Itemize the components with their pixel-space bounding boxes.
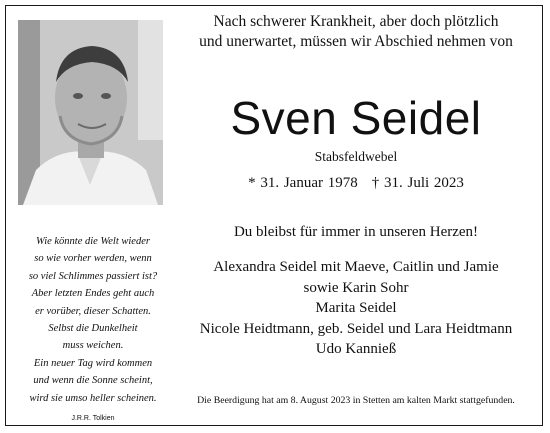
poem-line: Aber letzten Endes geht auch bbox=[31, 288, 155, 300]
poem-line: so viel Schlimmes passiert ist? bbox=[28, 270, 158, 282]
mourners-list bbox=[176, 257, 536, 360]
poem-line: Wie könnte die Welt wieder bbox=[36, 236, 150, 247]
poem-author: J.R.R. Tolkien bbox=[71, 415, 115, 423]
left-column bbox=[18, 20, 168, 427]
poem-line: er vorüber, dieser Schatten. bbox=[35, 305, 151, 317]
mourner-line: Udo Kannieß bbox=[315, 341, 397, 357]
mourner-line: Marita Seidel bbox=[315, 300, 397, 316]
death-date: † 31. Juli 2023 bbox=[371, 175, 464, 191]
birth-date: * 31. Januar 1978 bbox=[248, 175, 358, 191]
portrait-photo bbox=[18, 20, 163, 205]
poem-line: und wenn die Sonne scheint, bbox=[33, 375, 153, 387]
poem-line: Selbst die Dunkelheit bbox=[48, 323, 138, 335]
motto: Du bleibst für immer in unseren Herzen! bbox=[233, 224, 479, 240]
poem bbox=[18, 233, 168, 427]
mourner-line: sowie Karin Sohr bbox=[303, 279, 409, 296]
poem-line: so wie vorher werden, wenn bbox=[34, 253, 152, 265]
mourner-line: Alexandra Seidel mit Maeve, Caitlin und Jamie bbox=[213, 259, 499, 275]
intro-line: und unerwartet, müssen wir Abschied nehmen von bbox=[199, 33, 513, 50]
poem-line: Ein neuer Tag wird kommen bbox=[33, 357, 153, 369]
poem-line: muss weichen. bbox=[62, 340, 124, 352]
intro-text bbox=[176, 12, 536, 52]
deceased-rank: Stabsfeldwebel bbox=[314, 149, 398, 164]
intro-line: Nach schwerer Krankheit, aber doch plötzlich bbox=[213, 13, 499, 30]
deceased-name: Sven Seidel bbox=[230, 92, 482, 144]
right-column bbox=[176, 12, 536, 360]
mourner-line: Nicole Heidtmann, geb. Seidel und Lara Heidtmann bbox=[199, 320, 513, 337]
life-dates bbox=[176, 175, 536, 192]
poem-line: wird sie umso heller scheinen. bbox=[29, 392, 157, 404]
funeral-note: Die Beerdigung hat am 8. August 2023 in Stetten am kalten Markt stattgefunden. bbox=[197, 395, 515, 406]
